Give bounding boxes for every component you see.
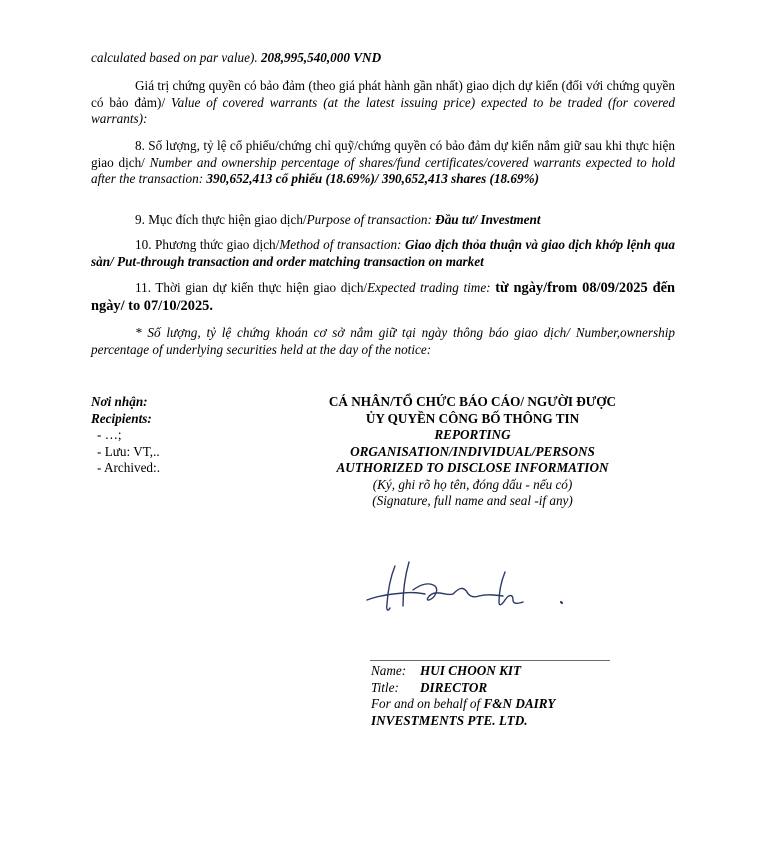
recipients-label-en: Recipients: (91, 410, 152, 426)
sig-block-title-vn-1: CÁ NHÂN/TỔ CHỨC BÁO CÁO/ NGƯỜI ĐƯỢC (328, 394, 617, 409)
company-name-part1: F&N DAIRY (483, 696, 556, 711)
recipient-item: - Archived:. (97, 460, 160, 475)
item-9-text-en: Purpose of transaction: (306, 212, 436, 227)
item-10-value: Giao dịch thỏa thuận và giao dịch khớp lệnh qua sàn/ Put-through transaction and order matching transaction on market (91, 237, 675, 269)
item-9-value: Đầu tư/ Investment (435, 212, 541, 227)
item-11-text-en: Expected trading time: (367, 280, 496, 295)
warrants-text-vn: Giá trị chứng quyền có bảo đảm (theo giá phát hành gần nhất) giao dịch dự kiến (đối với chứng quyền có bảo đảm)/ (91, 78, 675, 110)
signer-title-row (371, 680, 671, 697)
handwritten-signature (355, 560, 585, 620)
reporting-organisation-block (300, 394, 645, 510)
item-8-paragraph (91, 138, 675, 188)
sig-block-title-vn-2: ỦY QUYỀN CÔNG BỐ THÔNG TIN (365, 410, 580, 426)
signer-name-label: Name: (371, 663, 407, 678)
par-value-text: calculated based on par value). (91, 50, 261, 65)
item-11-text-vn: 11. Thời gian dự kiến thực hiện giao dịch/ (135, 280, 368, 295)
underlying-securities-note: * Số lượng, tỷ lệ chứng khoán cơ sở nắm giữ tại ngày thông báo giao dịch/ Number,ownership percentage of underlying securities held at the day of the notice: (91, 325, 675, 357)
sig-instruction-vn: (Ký, ghi rõ họ tên, đóng dấu - nếu có) (372, 476, 573, 492)
warrants-paragraph (91, 78, 675, 128)
signer-title-label: Title: (371, 679, 399, 695)
item-10-text-vn: 10. Phương thức giao dịch/ (135, 237, 280, 252)
item-8-text-en: Number and ownership percentage of shares/fund certificates/covered warrants expected to hold after the transaction: (91, 154, 676, 186)
item-9-text-vn: 9. Mục đích thực hiện giao dịch/ (135, 212, 307, 227)
behalf-row (371, 696, 671, 713)
item-10-text-en: Method of transaction: (279, 237, 406, 252)
sig-instruction-en: (Signature, full name and seal -if any) (372, 493, 573, 508)
sig-block-title-en-3: AUTHORIZED TO DISCLOSE INFORMATION (336, 460, 609, 475)
item-8-text-vn: 8. Số lượng, tỷ lệ cổ phiếu/chứng chỉ quỹ/chứng quyền có bảo đảm dự kiến nắm giữ sau khi thực hiện giao dịch/ (91, 138, 675, 170)
recipient-item: - …; (97, 427, 122, 442)
signature-line (370, 660, 610, 661)
item-8-value: 390,652,413 cổ phiếu (18.69%)/ 390,652,413 shares (18.69%) (206, 171, 539, 186)
par-value-amount: 208,995,540,000 VND (260, 50, 382, 65)
behalf-prefix: For and on behalf of (371, 696, 484, 711)
item-9-paragraph (91, 212, 675, 229)
sig-block-title-en-1: REPORTING (434, 427, 511, 442)
recipients-label-vn: Nơi nhận: (91, 394, 148, 409)
company-name-part2: INVESTMENTS PTE. LTD. (371, 712, 528, 728)
signer-details (371, 663, 671, 729)
recipient-item: - Lưu: VT,.. (97, 443, 160, 459)
item-11-paragraph (91, 279, 675, 315)
signer-title: DIRECTOR (420, 679, 488, 695)
sig-block-title-en-2: ORGANISATION/INDIVIDUAL/PERSONS (350, 443, 595, 459)
signer-name: HUI CHOON KIT (420, 663, 522, 678)
item-11-value: từ ngày/from 08/09/2025 đến ngày/ to 07/10/2025. (91, 280, 675, 314)
par-value-paragraph (91, 50, 675, 67)
warrants-text-en: Value of covered warrants (at the latest issuing price) expected to be traded (for covered warrants): (91, 94, 675, 126)
signer-name-row (371, 663, 671, 680)
item-10-paragraph (91, 237, 675, 270)
recipients-block (91, 394, 231, 477)
